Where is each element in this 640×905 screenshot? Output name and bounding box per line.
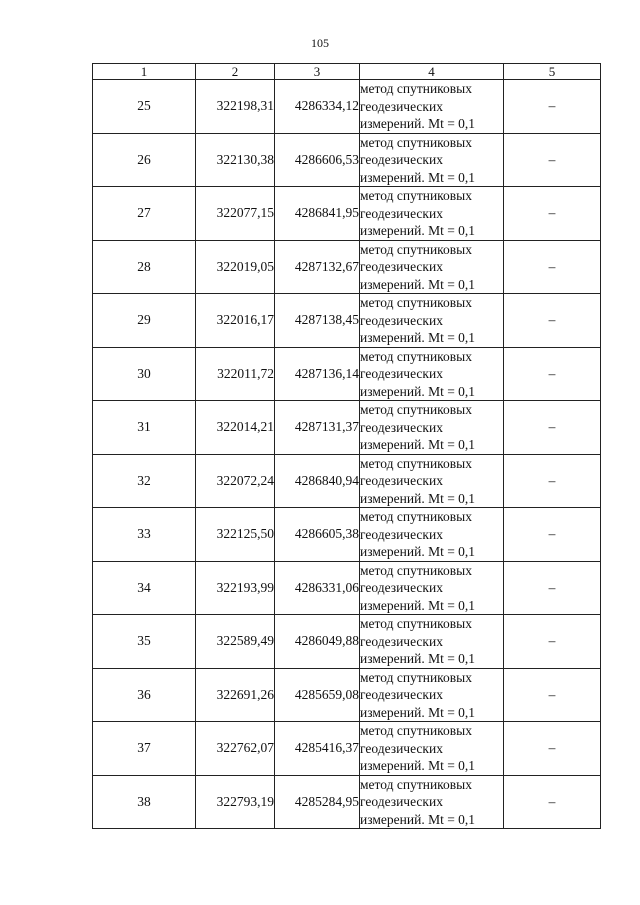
coordinate-x: 322198,31 [196,80,275,134]
coordinate-x: 322193,99 [196,561,275,615]
coordinate-y: 4287132,67 [275,240,360,294]
method-line: геодезических [360,205,443,221]
method-description [360,347,504,401]
coordinate-x: 322589,49 [196,615,275,669]
method-line: измерений. Mt = 0,1 [360,169,476,185]
coordinate-x: 322691,26 [196,668,275,722]
point-number: 30 [93,347,196,401]
method-description [360,80,504,134]
table-row [93,80,601,134]
method-line: метод спутниковых [360,616,472,631]
note-dash: – [504,561,601,615]
page-number: 105 [311,36,329,50]
point-number: 36 [93,668,196,722]
point-number: 32 [93,454,196,508]
note-dash: – [504,722,601,776]
method-description [360,775,504,829]
method-line: метод спутниковых [360,669,472,685]
method-line: геодезических [360,259,443,274]
coordinate-y: 4286334,12 [275,80,360,134]
method-description [360,187,504,241]
coordinate-y: 4287131,37 [275,401,360,455]
method-description [360,294,504,348]
table-row [93,615,601,669]
method-line: измерений. Mt = 0,1 [360,597,476,613]
method-line: измерений. Mt = 0,1 [360,490,476,506]
method-line: метод спутниковых [360,188,472,203]
method-line: метод спутниковых [360,776,472,792]
note-dash: – [504,187,601,241]
method-description [360,401,504,455]
method-line: метод спутниковых [360,509,472,524]
method-description [360,508,504,562]
coordinate-y: 4286331,06 [275,561,360,615]
table-body [93,80,601,829]
coordinate-x: 322130,38 [196,133,275,187]
note-dash: – [504,401,601,455]
coordinate-y: 4285284,95 [275,775,360,829]
method-line: метод спутниковых [360,348,472,364]
method-line: геодезических [360,419,443,435]
column-header-note: 5 [504,64,601,80]
point-number: 34 [93,561,196,615]
table-row [93,401,601,455]
method-description [360,133,504,187]
coordinate-y: 4286841,95 [275,187,360,241]
method-line: геодезических [360,633,443,649]
point-number: 26 [93,133,196,187]
column-header-number: 1 [93,64,196,80]
method-line: измерений. Mt = 0,1 [360,811,476,827]
point-number: 27 [93,187,196,241]
note-dash: – [504,294,601,348]
column-header-x: 2 [196,64,275,80]
method-line: метод спутниковых [360,81,472,96]
table-row [93,133,601,187]
method-line: метод спутниковых [360,562,472,578]
point-number: 35 [93,615,196,669]
coordinate-x: 322019,05 [196,240,275,294]
note-dash: – [504,454,601,508]
method-description [360,454,504,508]
coordinate-y: 4287138,45 [275,294,360,348]
method-description [360,561,504,615]
note-dash: – [504,668,601,722]
method-line: геодезических [360,473,443,488]
method-description [360,240,504,294]
method-line: измерений. Mt = 0,1 [360,704,476,720]
point-number: 33 [93,508,196,562]
table-row [93,454,601,508]
coordinate-y: 4285416,37 [275,722,360,776]
coordinate-y: 4286606,53 [275,133,360,187]
coordinate-x: 322072,24 [196,454,275,508]
method-line: геодезических [360,687,443,702]
table-row [93,668,601,722]
coordinate-x: 322016,17 [196,294,275,348]
coordinate-y: 4286605,38 [275,508,360,562]
table-row [93,722,601,776]
coordinate-y: 4287136,14 [275,347,360,401]
table-row [93,347,601,401]
note-dash: – [504,240,601,294]
method-line: геодезических [360,312,443,328]
table-row [93,775,601,829]
method-line: измерений. Mt = 0,1 [360,276,476,292]
method-line: геодезических [360,740,443,756]
method-line: измерений. Mt = 0,1 [360,437,476,452]
note-dash: – [504,347,601,401]
method-line: метод спутниковых [360,134,472,150]
point-number: 28 [93,240,196,294]
coordinate-x: 322762,07 [196,722,275,776]
method-description [360,615,504,669]
coordinate-y: 4286049,88 [275,615,360,669]
note-dash: – [504,775,601,829]
note-dash: – [504,615,601,669]
note-dash: – [504,80,601,134]
coordinate-x: 322793,19 [196,775,275,829]
column-header-y: 3 [275,64,360,80]
coordinate-x: 322014,21 [196,401,275,455]
method-line: измерений. Mt = 0,1 [360,330,476,345]
method-line: геодезических [360,152,443,167]
point-number: 31 [93,401,196,455]
method-description [360,722,504,776]
method-line: метод спутниковых [360,295,472,310]
point-number: 29 [93,294,196,348]
table-row [93,561,601,615]
method-line: измерений. Mt = 0,1 [360,758,476,773]
point-number: 37 [93,722,196,776]
method-line: измерений. Mt = 0,1 [360,223,476,238]
method-line: геодезических [360,526,443,542]
coordinate-x: 322077,15 [196,187,275,241]
column-header-method: 4 [360,64,504,80]
note-dash: – [504,133,601,187]
table-row [93,294,601,348]
note-dash: – [504,508,601,562]
coordinates-table [92,63,601,829]
point-number: 25 [93,80,196,134]
coordinate-x: 322011,72 [196,347,275,401]
coordinate-y: 4285659,08 [275,668,360,722]
method-line: измерений. Mt = 0,1 [360,544,476,559]
method-line: геодезических [360,366,443,381]
method-line: измерений. Mt = 0,1 [360,651,476,666]
method-line: геодезических [360,98,443,114]
point-number: 38 [93,775,196,829]
method-line: метод спутниковых [360,241,472,257]
method-line: измерений. Mt = 0,1 [360,116,476,131]
method-line: геодезических [360,580,443,595]
method-line: метод спутниковых [360,402,472,417]
method-description [360,668,504,722]
method-line: геодезических [360,794,443,809]
table-row [93,240,601,294]
method-line: измерений. Mt = 0,1 [360,383,476,399]
coordinate-x: 322125,50 [196,508,275,562]
method-line: метод спутниковых [360,455,472,471]
table-row [93,187,601,241]
method-line: метод спутниковых [360,723,472,738]
table-header-row [93,64,601,80]
table-row [93,508,601,562]
coordinate-y: 4286840,94 [275,454,360,508]
